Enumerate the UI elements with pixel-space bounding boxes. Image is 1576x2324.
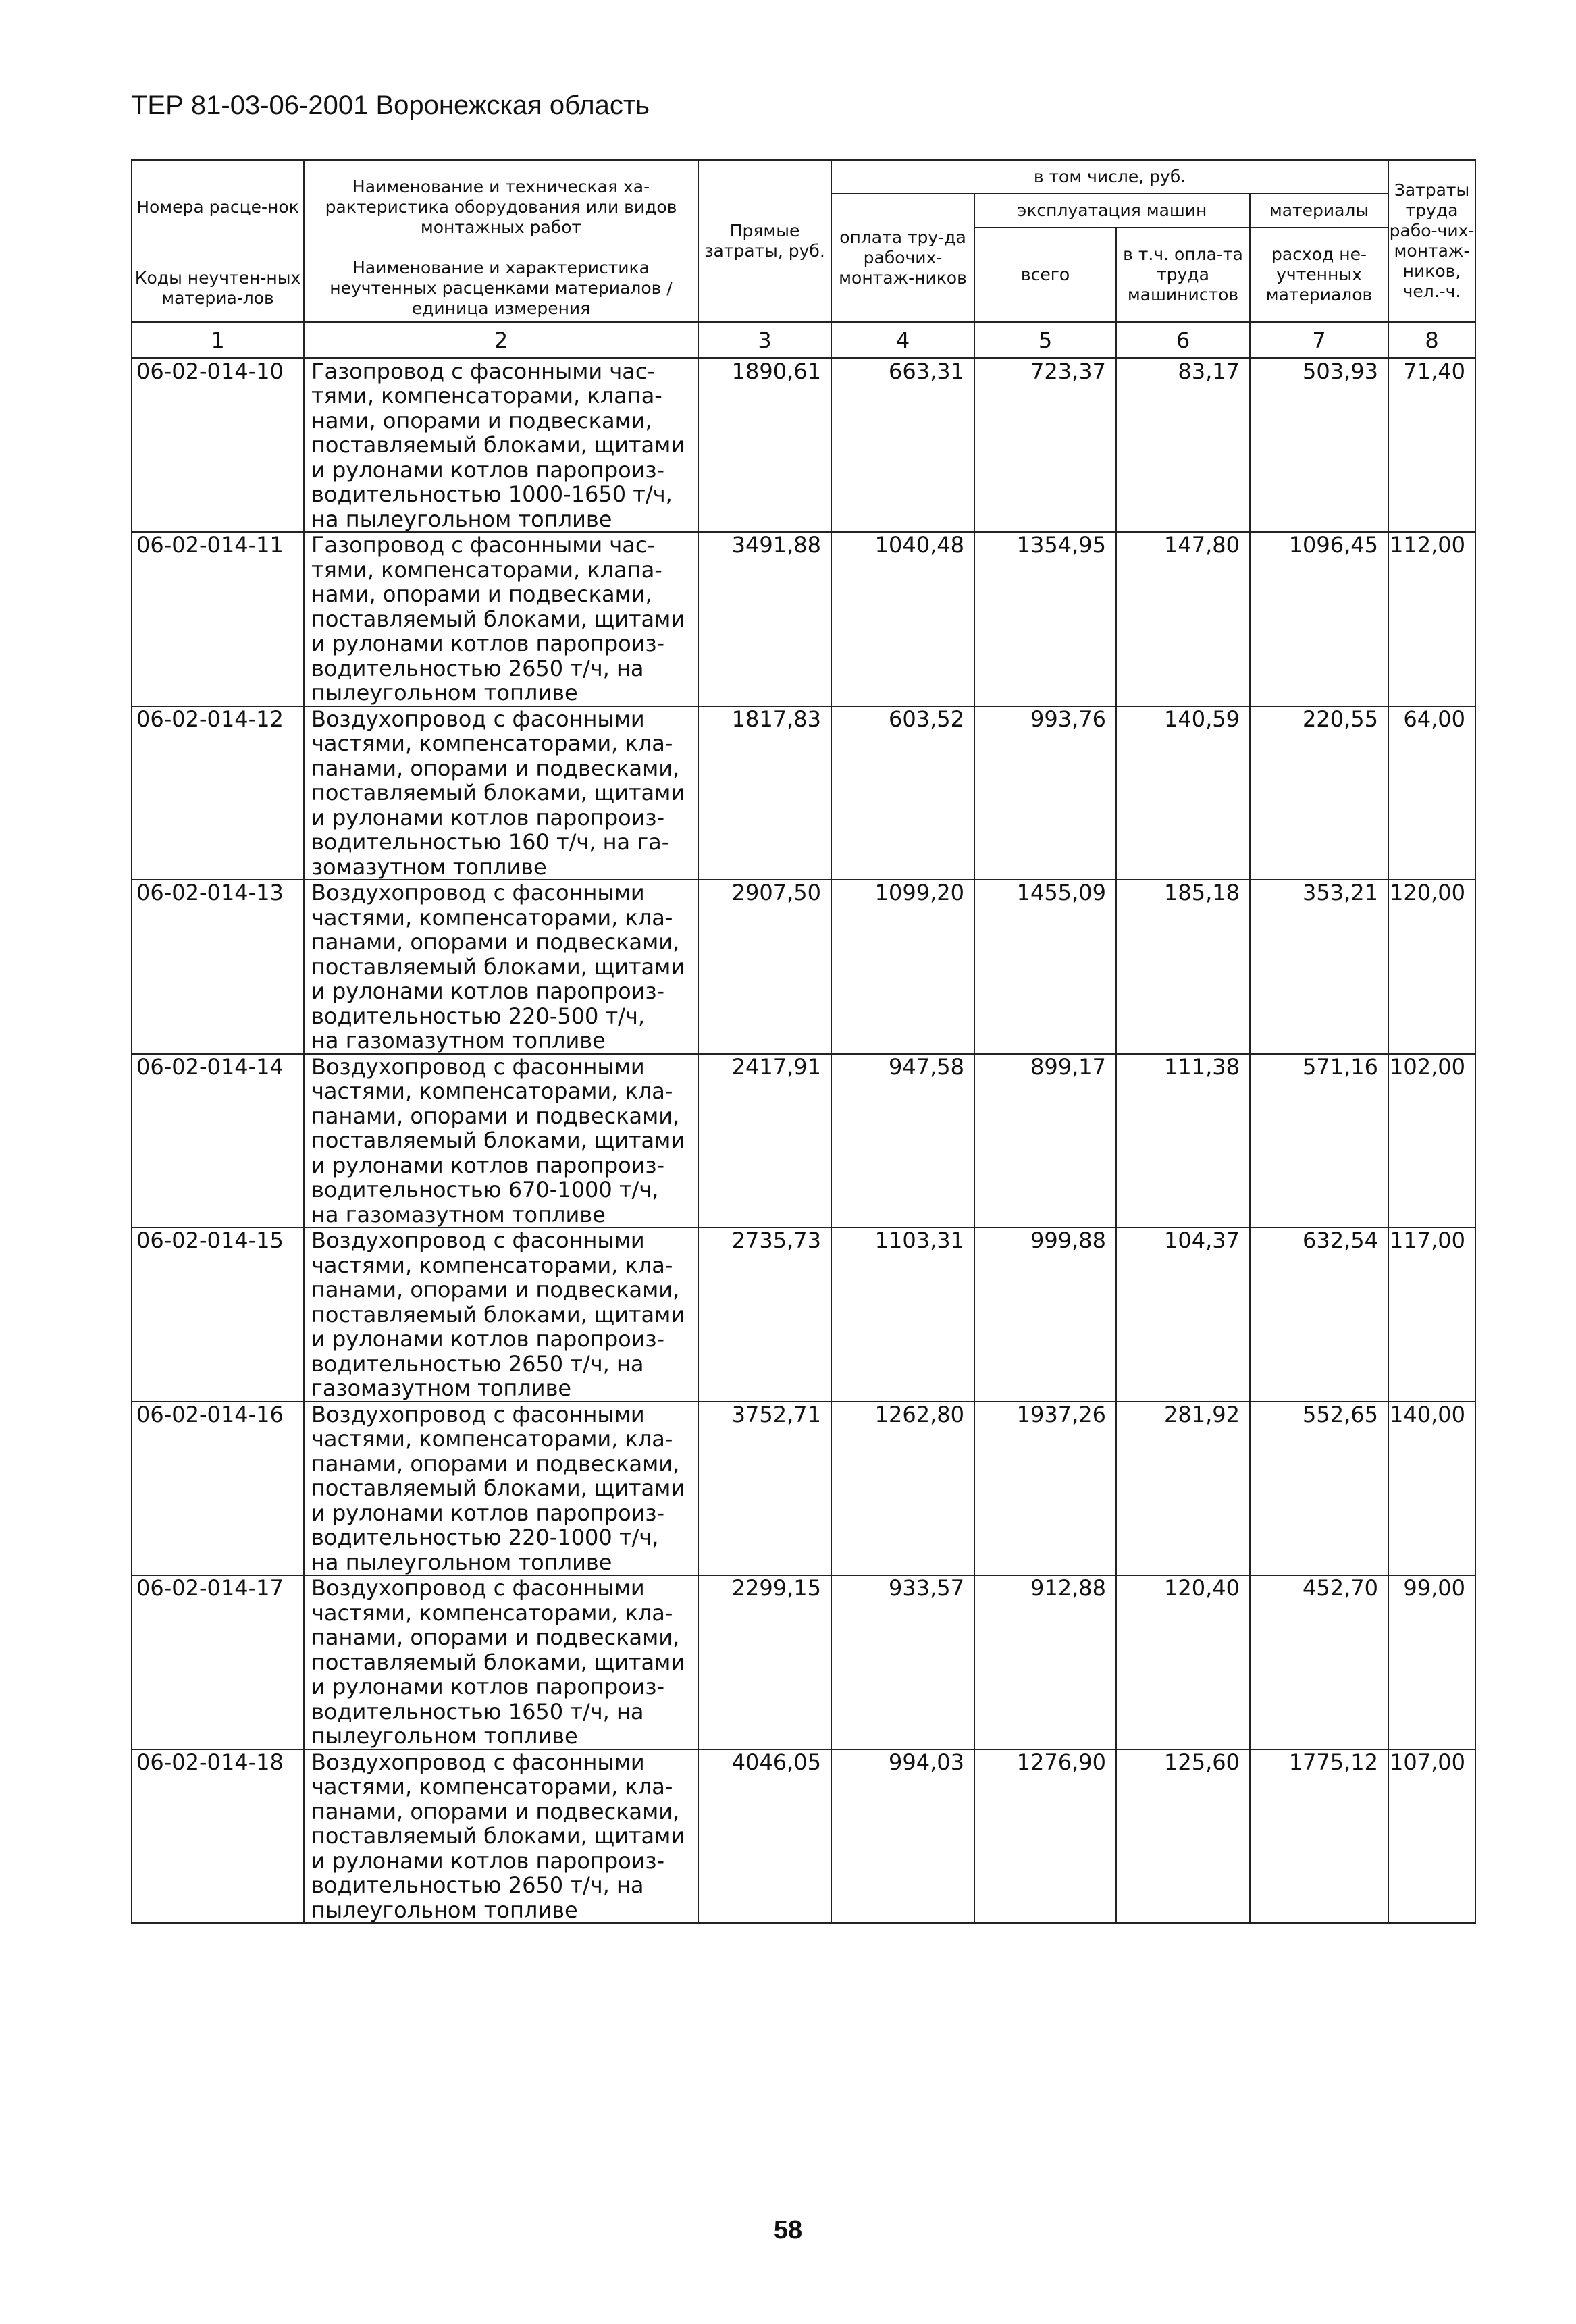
document-title: ТЕР 81-03-06-2001 Воронежская область xyxy=(131,90,650,120)
labor-cell: 112,00 xyxy=(1388,532,1475,706)
description-line: и рулонами котлов паропроиз- xyxy=(311,1500,665,1526)
column-number-6: 6 xyxy=(1116,322,1250,358)
description-line: и рулонами котлов паропроиз- xyxy=(311,1326,665,1352)
description-line: водительностью 2650 т/ч, на xyxy=(311,1350,644,1377)
description-line: Воздухопровод с фасонными xyxy=(311,1575,645,1601)
description-line: частями, компенсаторами, кла- xyxy=(311,1600,673,1626)
machines-wages-cell: 125,60 xyxy=(1116,1749,1250,1924)
description-line: поставляемый блоками, щитами xyxy=(311,953,685,980)
description-line: на газомазутном топливе xyxy=(311,1028,606,1053)
rate-code: 06-02-014-10 xyxy=(132,358,304,532)
wages-cell: 1262,80 xyxy=(831,1402,974,1576)
description-line: поставляемый блоками, щитами xyxy=(311,1301,685,1327)
table-row xyxy=(132,1749,1475,1924)
description-line: пылеугольном топливе xyxy=(311,1897,578,1923)
description-line: и рулонами котлов паропроиз- xyxy=(311,1152,665,1178)
work-description xyxy=(304,1749,698,1924)
description-line: Газопровод с фасонными час- xyxy=(311,358,656,384)
description-line: поставляемый блоками, щитами xyxy=(311,1649,685,1675)
materials-cell: 632,54 xyxy=(1250,1227,1388,1402)
rate-code: 06-02-014-18 xyxy=(132,1749,304,1924)
machines-total-cell: 723,37 xyxy=(974,358,1116,532)
description-line: и рулонами котлов паропроиз- xyxy=(311,631,665,656)
description-line: частями, компенсаторами, кла- xyxy=(311,1426,673,1452)
rate-code: 06-02-014-15 xyxy=(132,1227,304,1402)
labor-cell: 64,00 xyxy=(1388,706,1475,880)
header-materials-unaccounted: расход не-учтенных материалов xyxy=(1250,228,1388,322)
labor-cell: 71,40 xyxy=(1388,358,1475,532)
direct-costs-cell: 2735,73 xyxy=(698,1227,831,1402)
description-line: тями, компенсаторами, клапа- xyxy=(311,383,662,408)
description-line: Воздухопровод с фасонными xyxy=(311,880,645,905)
rate-code: 06-02-014-16 xyxy=(132,1402,304,1576)
description-line: частями, компенсаторами, кла- xyxy=(311,904,673,930)
description-line: частями, компенсаторами, кла- xyxy=(311,1252,673,1278)
rate-code: 06-02-014-14 xyxy=(132,1054,304,1228)
header-including: в том числе, руб. xyxy=(831,160,1388,194)
description-line: и рулонами котлов паропроиз- xyxy=(311,1847,665,1874)
table-header xyxy=(132,160,1475,358)
table-row xyxy=(132,1402,1475,1576)
work-description xyxy=(304,1227,698,1402)
description-line: панами, опорами и подвесками, xyxy=(311,929,680,955)
description-line: и рулонами котлов паропроиз- xyxy=(311,978,665,1004)
work-description xyxy=(304,532,698,706)
description-line: поставляемый блоками, щитами xyxy=(311,1475,685,1501)
work-description xyxy=(304,1402,698,1576)
description-line: водительностью 2650 т/ч, на xyxy=(311,1872,644,1898)
materials-cell: 1775,12 xyxy=(1250,1749,1388,1924)
description-line: поставляемый блоками, щитами xyxy=(311,780,685,806)
description-line: на пылеугольном топливе xyxy=(311,506,612,532)
machines-wages-cell: 83,17 xyxy=(1116,358,1250,532)
header-name-bottom: Наименование и характеристика неучтенных расценками материалов / единица измерения xyxy=(304,255,698,322)
wages-cell: 994,03 xyxy=(831,1749,974,1924)
machines-total-cell: 1937,26 xyxy=(974,1402,1116,1576)
machines-total-cell: 912,88 xyxy=(974,1575,1116,1749)
machines-wages-cell: 120,40 xyxy=(1116,1575,1250,1749)
labor-cell: 120,00 xyxy=(1388,880,1475,1054)
header-machines-wages: в т.ч. опла-та труда машинистов xyxy=(1116,228,1250,322)
direct-costs-cell: 1890,61 xyxy=(698,358,831,532)
header-direct-costs: Прямые затраты, руб. xyxy=(698,160,831,322)
machines-total-cell: 1354,95 xyxy=(974,532,1116,706)
wages-cell: 1040,48 xyxy=(831,532,974,706)
description-line: Воздухопровод с фасонными xyxy=(311,1053,645,1080)
direct-costs-cell: 2299,15 xyxy=(698,1575,831,1749)
labor-cell: 99,00 xyxy=(1388,1575,1475,1749)
materials-cell: 1096,45 xyxy=(1250,532,1388,706)
column-number-7: 7 xyxy=(1250,322,1388,358)
table-row xyxy=(132,706,1475,880)
description-line: частями, компенсаторами, кла- xyxy=(311,731,673,756)
description-line: Воздухопровод с фасонными xyxy=(311,1227,645,1253)
labor-cell: 140,00 xyxy=(1388,1402,1475,1576)
wages-cell: 663,31 xyxy=(831,358,974,532)
column-number-8: 8 xyxy=(1388,322,1475,358)
description-line: поставляемый блоками, щитами xyxy=(311,432,685,458)
description-line: Воздухопровод с фасонными xyxy=(311,706,645,732)
description-line: зомазутном топливе xyxy=(311,853,547,880)
direct-costs-cell: 3752,71 xyxy=(698,1402,831,1576)
description-line: панами, опорами и подвесками, xyxy=(311,1625,680,1650)
materials-cell: 353,21 xyxy=(1250,880,1388,1054)
wages-cell: 947,58 xyxy=(831,1054,974,1228)
header-machines-total: всего xyxy=(974,228,1116,322)
machines-total-cell: 1276,90 xyxy=(974,1749,1116,1924)
rate-code: 06-02-014-17 xyxy=(132,1575,304,1749)
column-number-4: 4 xyxy=(831,322,974,358)
header-machines: эксплуатация машин xyxy=(974,194,1250,228)
header-name-top: Наименование и техническая ха-рактеристика оборудования или видов монтажных работ xyxy=(304,160,698,255)
wages-cell: 933,57 xyxy=(831,1575,974,1749)
labor-cell: 117,00 xyxy=(1388,1227,1475,1402)
description-line: панами, опорами и подвесками, xyxy=(311,1450,680,1477)
table-row xyxy=(132,1575,1475,1749)
work-description xyxy=(304,358,698,532)
description-line: Воздухопровод с фасонными xyxy=(311,1401,645,1427)
materials-cell: 452,70 xyxy=(1250,1575,1388,1749)
description-line: на пылеугольном топливе xyxy=(311,1549,612,1575)
description-line: водительностью 1000-1650 т/ч, xyxy=(311,481,673,507)
description-line: Газопровод с фасонными час- xyxy=(311,532,656,558)
direct-costs-cell: 1817,83 xyxy=(698,706,831,880)
work-description xyxy=(304,706,698,880)
direct-costs-cell: 4046,05 xyxy=(698,1749,831,1924)
machines-total-cell: 999,88 xyxy=(974,1227,1116,1402)
description-line: панами, опорами и подвесками, xyxy=(311,1103,680,1129)
machines-wages-cell: 104,37 xyxy=(1116,1227,1250,1402)
machines-wages-cell: 140,59 xyxy=(1116,706,1250,880)
column-number-5: 5 xyxy=(974,322,1116,358)
description-line: водительностью 160 т/ч, на га- xyxy=(311,829,670,855)
machines-total-cell: 993,76 xyxy=(974,706,1116,880)
header-code-bottom: Коды неучтен-ных материа-лов xyxy=(132,255,304,322)
description-line: и рулонами котлов паропроиз- xyxy=(311,804,665,830)
materials-cell: 552,65 xyxy=(1250,1402,1388,1576)
column-number-1: 1 xyxy=(132,322,304,358)
description-line: частями, компенсаторами, кла- xyxy=(311,1774,673,1799)
price-table xyxy=(131,159,1476,1924)
description-line: на газомазутном топливе xyxy=(311,1201,606,1227)
description-line: водительностью 220-500 т/ч, xyxy=(311,1003,646,1029)
description-line: поставляемый блоками, щитами xyxy=(311,1128,685,1153)
description-line: водительностью 2650 т/ч, на xyxy=(311,655,644,681)
header-code-top: Номера расце-нок xyxy=(132,160,304,255)
work-description xyxy=(304,1054,698,1228)
table-row xyxy=(132,880,1475,1054)
machines-wages-cell: 147,80 xyxy=(1116,532,1250,706)
description-line: панами, опорами и подвесками, xyxy=(311,1798,680,1824)
work-description xyxy=(304,1575,698,1749)
materials-cell: 220,55 xyxy=(1250,706,1388,880)
description-line: и рулонами котлов паропроиз- xyxy=(311,456,665,483)
machines-total-cell: 1455,09 xyxy=(974,880,1116,1054)
description-line: водительностью 220-1000 т/ч, xyxy=(311,1525,659,1550)
direct-costs-cell: 3491,88 xyxy=(698,532,831,706)
description-line: панами, опорами и подвесками, xyxy=(311,755,680,781)
table-row xyxy=(132,1227,1475,1402)
wages-cell: 1103,31 xyxy=(831,1227,974,1402)
machines-total-cell: 899,17 xyxy=(974,1054,1116,1228)
table-row xyxy=(132,358,1475,532)
machines-wages-cell: 281,92 xyxy=(1116,1402,1250,1576)
materials-cell: 571,16 xyxy=(1250,1054,1388,1228)
work-description xyxy=(304,880,698,1054)
description-line: газомазутном топливе xyxy=(311,1375,572,1401)
table-row xyxy=(132,532,1475,706)
description-line: и рулонами котлов паропроиз- xyxy=(311,1674,665,1699)
column-number-2: 2 xyxy=(304,322,698,358)
header-materials: материалы xyxy=(1250,194,1388,228)
labor-cell: 107,00 xyxy=(1388,1749,1475,1924)
materials-cell: 503,93 xyxy=(1250,358,1388,532)
description-line: нами, опорами и подвесками, xyxy=(311,581,652,607)
description-line: пылеугольном топливе xyxy=(311,680,578,706)
description-line: водительностью 1650 т/ч, на xyxy=(311,1698,644,1724)
rate-code: 06-02-014-12 xyxy=(132,706,304,880)
table-row xyxy=(132,1054,1475,1228)
page-number: 58 xyxy=(773,2216,803,2244)
description-line: тями, компенсаторами, клапа- xyxy=(311,556,662,583)
machines-wages-cell: 185,18 xyxy=(1116,880,1250,1054)
description-line: поставляемый блоками, щитами xyxy=(311,606,685,632)
header-wages: оплата тру-да рабочих-монтаж-ников xyxy=(831,194,974,322)
description-line: Воздухопровод с фасонными xyxy=(311,1749,645,1775)
description-line: частями, компенсаторами, кла- xyxy=(311,1078,673,1104)
wages-cell: 1099,20 xyxy=(831,880,974,1054)
description-line: поставляемый блоками, щитами xyxy=(311,1823,685,1849)
labor-cell: 102,00 xyxy=(1388,1054,1475,1228)
table-body xyxy=(132,358,1475,1923)
machines-wages-cell: 111,38 xyxy=(1116,1054,1250,1228)
description-line: панами, опорами и подвесками, xyxy=(311,1277,680,1302)
header-labor: Затраты труда рабо-чих-монтаж-ников, чел.-ч. xyxy=(1388,160,1475,322)
description-line: нами, опорами и подвесками, xyxy=(311,407,652,433)
description-line: пылеугольном топливе xyxy=(311,1723,578,1749)
column-number-3: 3 xyxy=(698,322,831,358)
direct-costs-cell: 2907,50 xyxy=(698,880,831,1054)
description-line: водительностью 670-1000 т/ч, xyxy=(311,1177,659,1203)
wages-cell: 603,52 xyxy=(831,706,974,880)
rate-code: 06-02-014-11 xyxy=(132,532,304,706)
rate-code: 06-02-014-13 xyxy=(132,880,304,1054)
direct-costs-cell: 2417,91 xyxy=(698,1054,831,1228)
